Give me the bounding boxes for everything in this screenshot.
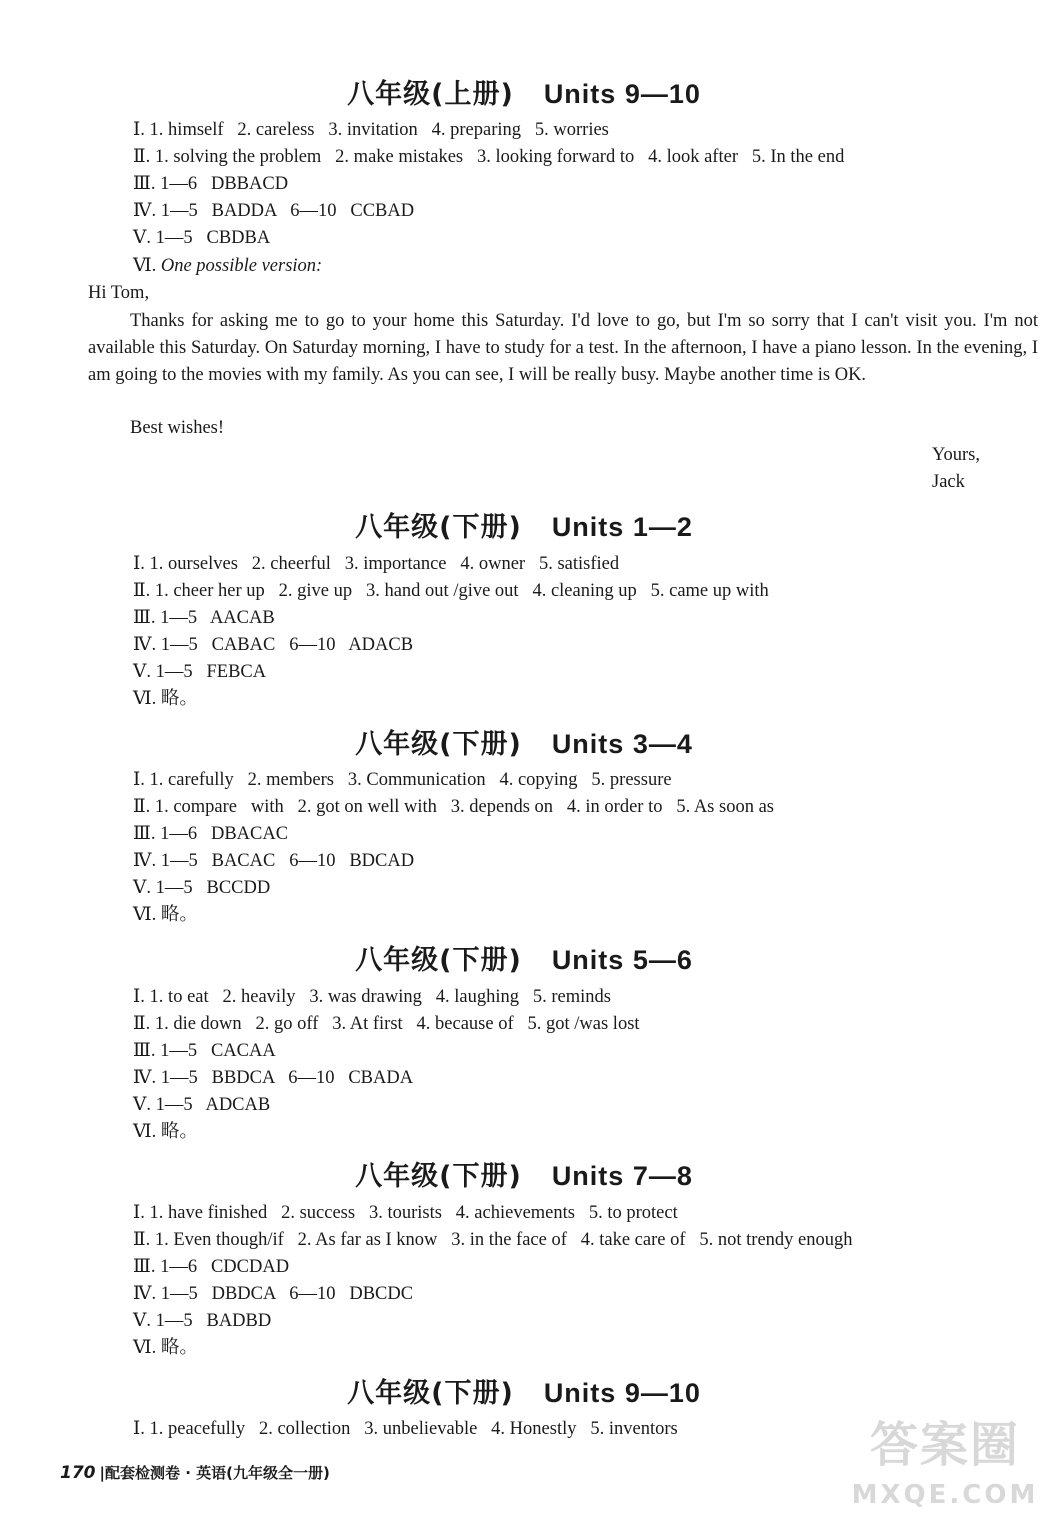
answer-line: Ⅲ. 1—6 CDCDAD: [133, 1257, 290, 1277]
letter-body: [88, 308, 1038, 389]
book-title: |配套检测卷 · 英语(九年级全一册): [99, 1464, 330, 1482]
answer-line: Ⅱ. 1. compare with 2. got on well with 3. depends on 4. in order to 5. As soon as: [133, 797, 774, 817]
section-grade: 八年级(下册): [355, 945, 522, 976]
section-units: Units 7—8: [551, 1161, 693, 1191]
answer-line: Ⅳ. 1—5 CABAC 6—10 ADACB: [133, 635, 414, 655]
section-title: [0, 505, 1048, 544]
watermark-url: MXQE.COM: [851, 1480, 1039, 1510]
answer-line: Ⅰ. 1. have finished 2. success 3. tourists 4. achievements 5. to protect: [133, 1203, 678, 1223]
section-grade: 八年级(下册): [355, 512, 522, 543]
answer-line: Ⅵ. 略。: [133, 689, 198, 709]
section-units: Units 3—4: [551, 729, 693, 759]
section-grade: 八年级(下册): [347, 1378, 514, 1409]
section-grade: 八年级(下册): [355, 1161, 522, 1192]
answer-line: Ⅵ. 略。: [133, 1122, 198, 1142]
answer-line: Ⅳ. 1—5 BADDA 6—10 CCBAD: [133, 201, 415, 221]
letter-body-text: Thanks for asking me to go to your home this Saturday. I'd love to go, but I'm so sorry that I can't visit you. I'm not available this Saturday. On Saturday morning, I have to study for a test. In the afternoon, I have a piano lesson. In the evening, I am going to the movies with my family. As you can see, I will be really busy. Maybe another time is OK.: [88, 311, 1038, 385]
answer-line: Ⅰ. 1. carefully 2. members 3. Communication 4. copying 5. pressure: [133, 770, 672, 790]
answer-line: Ⅰ. 1. ourselves 2. cheerful 3. importance 4. owner 5. satisfied: [133, 554, 620, 574]
answer-line: Ⅵ. 略。: [133, 905, 198, 925]
section-title: [0, 938, 1048, 977]
answer-line: Ⅰ. 1. peacefully 2. collection 3. unbelievable 4. Honestly 5. inventors: [133, 1419, 678, 1439]
watermark-text: 答案圈: [869, 1417, 1020, 1473]
section-title: [0, 72, 1048, 111]
answer-line: Ⅴ. 1—5 FEBCA: [133, 662, 267, 682]
section-units: Units 1—2: [551, 512, 693, 542]
section-units: Units 9—10: [543, 79, 701, 109]
answer-line: Ⅱ. 1. solving the problem 2. make mistakes 3. looking forward to 4. look after 5. In the end: [133, 147, 845, 167]
answer-line: Ⅰ. 1. himself 2. careless 3. invitation 4. preparing 5. worries: [133, 120, 609, 140]
section-grade: 八年级(下册): [355, 729, 522, 760]
answer-line: Ⅲ. 1—5 AACAB: [133, 608, 275, 628]
letter-signoff: Yours,: [932, 445, 980, 465]
section-units: Units 5—6: [551, 945, 693, 975]
section-units: Units 9—10: [543, 1378, 701, 1408]
section-title: [0, 1154, 1048, 1193]
letter-closing: Best wishes!: [130, 418, 225, 438]
answer-line: Ⅴ. 1—5 CBDBA: [133, 228, 271, 248]
letter-greeting: Hi Tom,: [88, 283, 150, 303]
section-title: [0, 722, 1048, 761]
answer-line: Ⅲ. 1—6 DBBACD: [133, 174, 289, 194]
answer-line: Ⅲ. 1—5 CACAA: [133, 1041, 276, 1061]
page-footer: [60, 1462, 330, 1483]
letter-signature: Jack: [932, 472, 965, 492]
answer-line: Ⅴ. 1—5 BADBD: [133, 1311, 272, 1331]
page-number: 170: [60, 1463, 96, 1483]
answer-line: Ⅴ. 1—5 BCCDD: [133, 878, 271, 898]
answer-line: Ⅱ. 1. Even though/if 2. As far as I know 3. in the face of 4. take care of 5. not trendy enough: [133, 1230, 853, 1250]
writing-label: Ⅵ.: [133, 256, 161, 276]
writing-note: One possible version:: [160, 256, 323, 276]
answer-line: Ⅳ. 1—5 BACAC 6—10 BDCAD: [133, 851, 415, 871]
writing-heading: [133, 254, 322, 278]
answer-line: Ⅳ. 1—5 DBDCA 6—10 DBCDC: [133, 1284, 414, 1304]
answer-line: Ⅵ. 略。: [133, 1338, 198, 1358]
answer-line: Ⅲ. 1—6 DBACAC: [133, 824, 289, 844]
watermark-logo: [850, 1410, 1040, 1530]
answer-line: Ⅰ. 1. to eat 2. heavily 3. was drawing 4. laughing 5. reminds: [133, 987, 611, 1007]
section-grade: 八年级(上册): [347, 79, 514, 110]
answer-line: Ⅴ. 1—5 ADCAB: [133, 1095, 271, 1115]
answer-line: Ⅱ. 1. cheer her up 2. give up 3. hand out /give out 4. cleaning up 5. came up with: [133, 581, 769, 601]
section-title: [0, 1371, 1048, 1410]
answer-line: Ⅳ. 1—5 BBDCA 6—10 CBADA: [133, 1068, 414, 1088]
answer-line: Ⅱ. 1. die down 2. go off 3. At first 4. because of 5. got /was lost: [133, 1014, 640, 1034]
